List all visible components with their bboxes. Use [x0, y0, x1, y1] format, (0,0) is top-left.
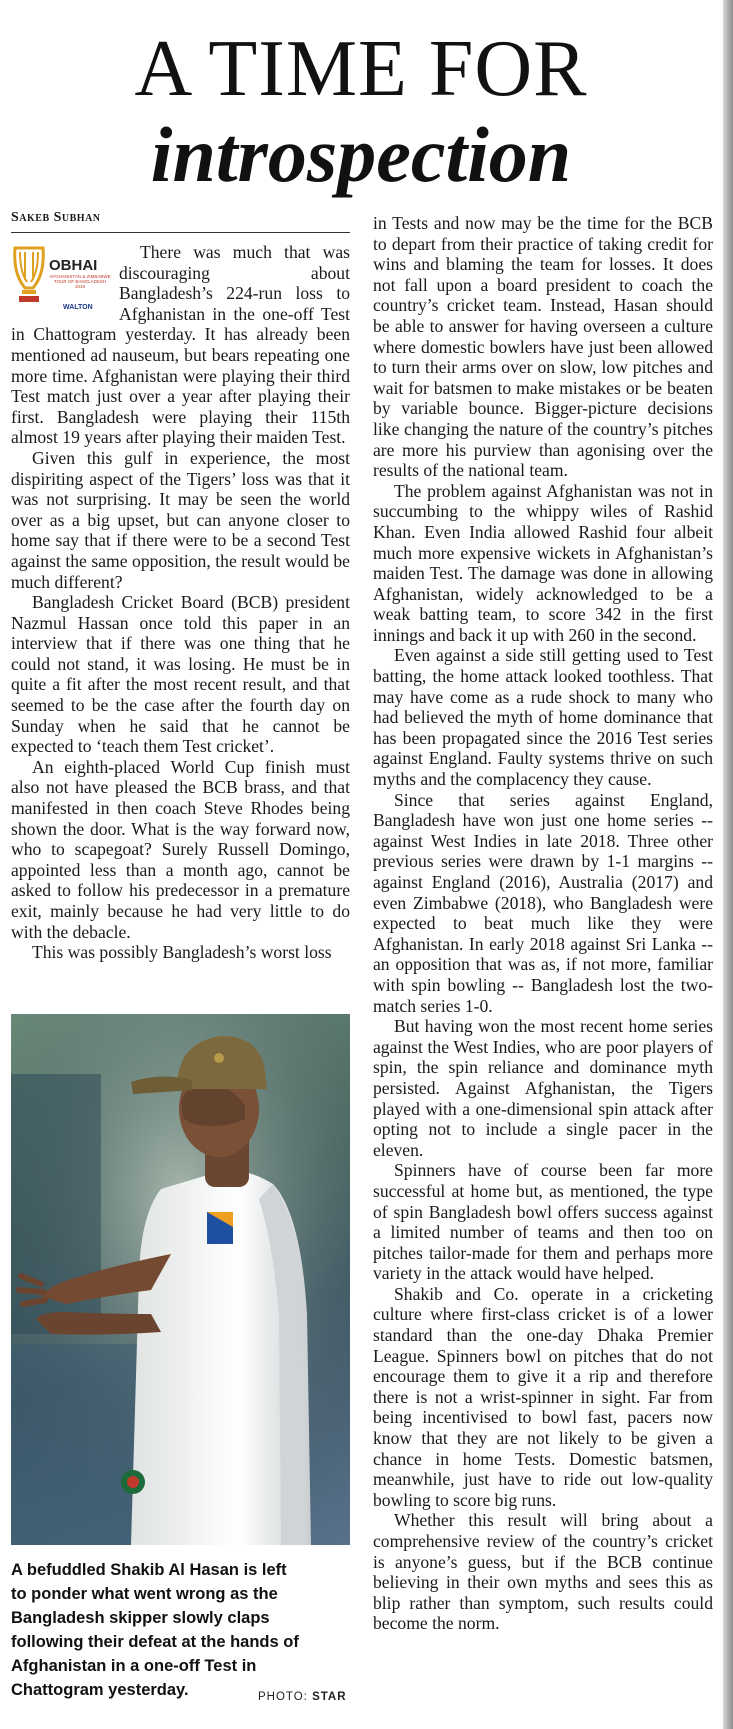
article-paragraph: But having won the most recent home series against the West Indies, who are poor players of spin, the spin reliance and dominance myth persisted. Against Afghanistan, the Tigers played with a one-dimensional spin attack after opting not to include a single pacer in the eleven. [373, 1016, 713, 1160]
cricketer-photo [11, 1014, 350, 1545]
trophy-logo-icon [11, 244, 47, 306]
logo-subtitle: AFGHANISTAN & ZIMBABWE TOUR OF BANGLADESH 2019 [49, 274, 111, 289]
article-paragraph: The problem against Afghanistan was not in succumbing to the whippy wiles of Rashid Khan. Even India allowed Rashid four albeit much more expensive wickets in Afghanistan’s maiden Test. The damage was done in allowing Afghanistan, widely acknowledged to be a weak batting team, to score 342 in the first innings and back it up with 260 in the second. [373, 480, 713, 645]
article-paragraph: Bangladesh Cricket Board (BCB) president Nazmul Hassan once told this paper in an interview that if there was one thing that he could not stand, it was losing. He must be in quite a fit after the most recent result, and that seemed to be the case after the fourth day on Sunday when he said that he cannot be expected to ‘teach them Test cricket’. [11, 592, 350, 757]
photo-credit [258, 1691, 347, 1703]
cricketer-illustration [11, 1014, 350, 1545]
byline: Sakeb Subhan [11, 210, 101, 225]
series-logo [11, 244, 111, 311]
photo-credit-label: PHOTO: [258, 1691, 308, 1703]
byline-divider [11, 232, 350, 233]
photo-credit-source: STAR [312, 1691, 347, 1703]
headline-line-1: A TIME FOR [134, 25, 588, 113]
headline-line-2: introspection [150, 111, 572, 198]
article-paragraph: in Tests and now may be the time for the BCB to depart from their practice of taking credit for wins and blaming the team for losses. It does not fall upon a board president to coach the country’s cricket team. Instead, Hasan should be able to answer for having overseen a culture where domestic bowlers have just been allowed to turn their arms over on slow, low pitches and wait for batsmen to make mistakes or be beaten by variable bounce. Bigger-picture decisions like changing the nature of the country’s pitches are more his purview than agonising over the results of the national team. [373, 213, 713, 481]
article-paragraph: An eighth-placed World Cup finish must also not have pleased the BCB brass, and that manifested in then coach Steve Rhodes being shown the door. What is the way forward now, who to scapegoat? Surely Russell Domingo, appointed less than a month ago, cannot be asked to follow his predecessor in a premature exit, mainly because he had very little to do with the debacle. [11, 756, 350, 942]
article-paragraph: This was possibly Bangladesh’s worst loss [32, 942, 332, 963]
article-paragraph: There was much that was discouraging about Bangladesh’s 224-run loss to Afghanistan in the one-off Test in Chattogram yesterday. It has already been mentioned ad nauseum, but bears repeating one more time. Afghanistan were playing their third Test match just over a year after playing their first. Bangladesh were playing their 115th almost 19 years after playing their maiden Test. [11, 242, 350, 448]
article-column-left [11, 242, 350, 963]
article-paragraph: Spinners have of course been far more successful at home but, as mentioned, the type of spin Bangladesh bowl offers success against a limited number of teams and then too on pitches tailor-made for them and perhaps more variety in the attack would have helped. [373, 1160, 713, 1284]
article-paragraph: Even against a side still getting used to Test batting, the home attack looked toothless. That may have come as a rude shock to many who had believed the myth of home dominance that has been propagated since the 2016 Test series against England. Faulty systems thrive on such myths and the complacency they cause. [373, 645, 713, 790]
logo-sponsor: WALTON [63, 304, 93, 311]
page-edge-shadow [723, 0, 733, 1729]
article-column-right [373, 213, 713, 1634]
logo-title: OBHAI [49, 257, 98, 274]
article-paragraph: Shakib and Co. operate in a cricketing culture where first-class cricket is of a lower standard than the one-day Dhaka Premier League. Spinners bowl on pitches that do not encourage them to give it a rip and therefore there is not a wrist-spinner in sight. Far from being incentivised to bowl fast, pacers now know that they are not likely to be given a chance in home Tests. Domestic batsmen, meanwhile, just have to ride out low-quality bowling to score big runs. [373, 1283, 713, 1510]
article-paragraph: Whether this result will bring about a comprehensive review of the country’s cricket is anyone’s guess, but if the BCB continue believing in their own myths and sees this as blip rather than symptom, such results could become the norm. [373, 1510, 713, 1634]
article-paragraph: Since that series against England, Bangladesh have won just one home series -- against West Indies in late 2018. Three other previous series were drawn by 1-1 margins -- against England (2016), Australia (2017) and even Zimbabwe (2018), who Bangladesh were expected to beat much like they were Afghanistan. In early 2018 against Sri Lanka -- an opposition that was as, if not more, familiar with spin bowling -- Bangladesh lost the two-match series 1-0. [373, 789, 713, 1016]
photo-caption: A befuddled Shakib Al Hasan is left to ponder what went wrong as the Bangladesh skipper slowly claps following their defeat at the hands of Afghanistan in a one-off Test in Chattogram yesterday. [11, 1561, 299, 1699]
article-paragraph: Given this gulf in experience, the most dispiriting aspect of the Tigers’ loss was that it was not surprising. It may be seen the world over as a big upset, but can anyone closer to home say that if there were to be a second Test against the same opposition, the result would be much different? [11, 447, 350, 592]
